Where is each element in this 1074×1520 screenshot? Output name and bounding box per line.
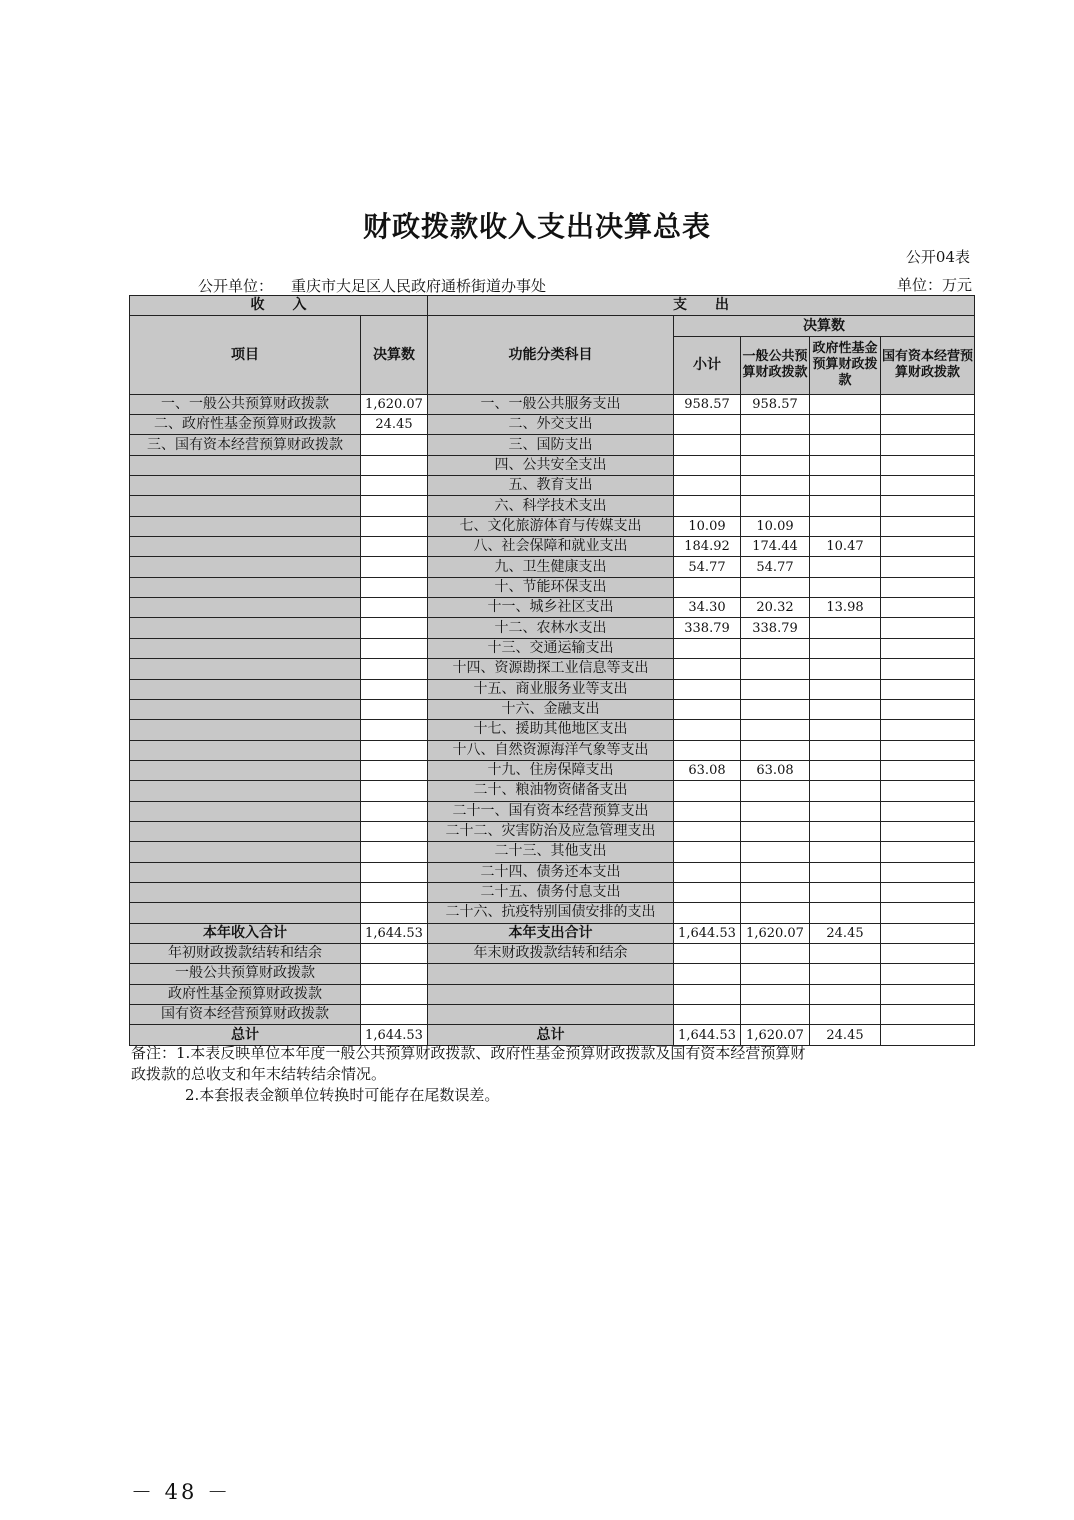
table-row	[130, 618, 975, 638]
income-item: 国有资本经营预算财政拨款	[130, 1005, 361, 1025]
income-amount	[361, 964, 428, 984]
income-amount	[361, 557, 428, 577]
general-amount	[741, 842, 810, 862]
income-amount: 1,620.07	[361, 394, 428, 414]
income-item	[130, 882, 361, 902]
income-item	[130, 496, 361, 516]
carry-row	[130, 984, 975, 1004]
general-amount	[741, 720, 810, 740]
table-row	[130, 699, 975, 719]
expense-item: 二十二、灾害防治及应急管理支出	[428, 821, 674, 841]
general-amount	[741, 496, 810, 516]
income-amount	[361, 903, 428, 923]
carry-row	[130, 964, 975, 984]
header-row-2	[130, 316, 975, 336]
carry-row	[130, 943, 975, 963]
income-item: 一般公共预算财政拨款	[130, 964, 361, 984]
table-row	[130, 496, 975, 516]
fund-amount	[810, 862, 881, 882]
page-number: － 48 －	[131, 1480, 232, 1504]
income-item	[130, 476, 361, 496]
fund-amount	[810, 984, 881, 1004]
general-amount	[741, 984, 810, 1004]
expense-item	[428, 1005, 674, 1025]
state-amount	[881, 862, 975, 882]
table-row	[130, 821, 975, 841]
income-item: 本年收入合计	[130, 923, 361, 943]
table-row	[130, 598, 975, 618]
fund-amount	[810, 496, 881, 516]
expense-item: 二十五、债务付息支出	[428, 882, 674, 902]
income-item	[130, 801, 361, 821]
amount-header: 决算数	[361, 316, 428, 394]
general-amount	[741, 638, 810, 658]
income-amount	[361, 740, 428, 760]
subtotal-amount	[674, 740, 741, 760]
state-amount	[881, 557, 975, 577]
org-name: 重庆市大足区人民政府通桥街道办事处	[291, 277, 547, 295]
subtotal-amount	[674, 781, 741, 801]
subtotal-amount	[674, 862, 741, 882]
income-amount	[361, 679, 428, 699]
state-amount	[881, 740, 975, 760]
income-item	[130, 740, 361, 760]
income-amount	[361, 1005, 428, 1025]
table-row	[130, 557, 975, 577]
table-row	[130, 740, 975, 760]
subtotal-amount	[674, 455, 741, 475]
general-amount	[741, 476, 810, 496]
general-amount: 10.09	[741, 516, 810, 536]
fund-amount	[810, 882, 881, 902]
general-amount	[741, 903, 810, 923]
subtotal-amount: 184.92	[674, 537, 741, 557]
juesuan-header: 决算数	[674, 316, 975, 336]
fund-amount: 10.47	[810, 537, 881, 557]
expense-item: 二十四、债务还本支出	[428, 862, 674, 882]
general-amount: 20.32	[741, 598, 810, 618]
subtotal-header: 小计	[674, 336, 741, 394]
expense-item: 十二、农林水支出	[428, 618, 674, 638]
income-item	[130, 455, 361, 475]
income-amount	[361, 618, 428, 638]
note-line-1: 备注：1.本表反映单位本年度一般公共预算财政拨款、政府性基金预算财政拨款及国有资本经营预算财	[131, 1044, 806, 1062]
fund-amount	[810, 903, 881, 923]
expense-item: 七、文化旅游体育与传媒支出	[428, 516, 674, 536]
subtotal-amount	[674, 638, 741, 658]
subtotal-amount: 63.08	[674, 760, 741, 780]
state-amount	[881, 598, 975, 618]
fund-amount: 13.98	[810, 598, 881, 618]
fund-amount	[810, 476, 881, 496]
fund-amount	[810, 679, 881, 699]
state-amount	[881, 415, 975, 435]
table-row	[130, 638, 975, 658]
general-amount	[741, 801, 810, 821]
fund-amount	[810, 415, 881, 435]
income-amount	[361, 984, 428, 1004]
state-amount	[881, 516, 975, 536]
general-amount	[741, 862, 810, 882]
expense-item: 十五、商业服务业等支出	[428, 679, 674, 699]
fund-amount	[810, 638, 881, 658]
expense-header: 支 出	[428, 296, 975, 316]
income-item: 政府性基金预算财政拨款	[130, 984, 361, 1004]
state-amount	[881, 618, 975, 638]
income-amount	[361, 476, 428, 496]
state-amount	[881, 537, 975, 557]
income-item	[130, 699, 361, 719]
state-amount	[881, 435, 975, 455]
expense-item: 二十三、其他支出	[428, 842, 674, 862]
table-row	[130, 537, 975, 557]
income-amount	[361, 801, 428, 821]
general-amount	[741, 740, 810, 760]
general-amount	[741, 964, 810, 984]
table-row	[130, 415, 975, 435]
subtotal-amount: 54.77	[674, 557, 741, 577]
table-row	[130, 760, 975, 780]
subtotal-amount: 1,644.53	[674, 1025, 741, 1045]
general-amount: 54.77	[741, 557, 810, 577]
general-amount	[741, 577, 810, 597]
fund-amount	[810, 964, 881, 984]
general-amount: 1,620.07	[741, 1025, 810, 1045]
income-item	[130, 781, 361, 801]
state-amount	[881, 781, 975, 801]
income-amount	[361, 638, 428, 658]
table-row	[130, 781, 975, 801]
table-row	[130, 720, 975, 740]
income-item	[130, 679, 361, 699]
general-amount	[741, 781, 810, 801]
expense-item: 二十一、国有资本经营预算支出	[428, 801, 674, 821]
state-amount	[881, 984, 975, 1004]
expense-item: 年末财政拨款结转和结余	[428, 943, 674, 963]
income-amount	[361, 781, 428, 801]
income-item	[130, 598, 361, 618]
general-amount	[741, 659, 810, 679]
fund-amount	[810, 760, 881, 780]
subtotal-amount: 10.09	[674, 516, 741, 536]
note-line-3: 2.本套报表金额单位转换时可能存在尾数误差。	[185, 1086, 500, 1104]
general-amount: 1,620.07	[741, 923, 810, 943]
income-item	[130, 903, 361, 923]
income-amount	[361, 720, 428, 740]
income-amount	[361, 760, 428, 780]
note-line-2: 政拨款的总收支和年末结转结余情况。	[131, 1065, 387, 1083]
income-amount	[361, 598, 428, 618]
table-row	[130, 476, 975, 496]
general-amount	[741, 679, 810, 699]
table-number: 公开04表	[905, 248, 970, 266]
income-amount	[361, 821, 428, 841]
state-amount	[881, 760, 975, 780]
subtotal-amount	[674, 882, 741, 902]
expense-item: 十四、资源勘探工业信息等支出	[428, 659, 674, 679]
expense-item: 十八、自然资源海洋气象等支出	[428, 740, 674, 760]
subtotal-amount	[674, 720, 741, 740]
income-amount	[361, 455, 428, 475]
income-item: 总计	[130, 1025, 361, 1045]
state-amount	[881, 923, 975, 943]
general-amount	[741, 882, 810, 902]
state-amount	[881, 679, 975, 699]
year-total-row	[130, 923, 975, 943]
general-amount: 338.79	[741, 618, 810, 638]
state-amount	[881, 842, 975, 862]
general-amount	[741, 455, 810, 475]
income-amount	[361, 842, 428, 862]
state-amount	[881, 943, 975, 963]
fund-amount	[810, 455, 881, 475]
expense-item: 十三、交通运输支出	[428, 638, 674, 658]
subtotal-amount: 338.79	[674, 618, 741, 638]
subtotal-amount	[674, 415, 741, 435]
general-amount	[741, 415, 810, 435]
expense-item: 八、社会保障和就业支出	[428, 537, 674, 557]
income-amount: 1,644.53	[361, 1025, 428, 1045]
fund-amount	[810, 1005, 881, 1025]
income-item	[130, 760, 361, 780]
state-header: 国有资本经营预算财政拨款	[881, 336, 975, 394]
fund-amount	[810, 516, 881, 536]
income-amount	[361, 882, 428, 902]
state-amount	[881, 659, 975, 679]
income-amount: 24.45	[361, 415, 428, 435]
expense-item: 一、一般公共服务支出	[428, 394, 674, 414]
table-row	[130, 394, 975, 414]
state-amount	[881, 882, 975, 902]
state-amount	[881, 964, 975, 984]
table-row	[130, 882, 975, 902]
general-header: 一般公共预算财政拨款	[741, 336, 810, 394]
fund-amount	[810, 699, 881, 719]
income-item: 三、国有资本经营预算财政拨款	[130, 435, 361, 455]
income-item	[130, 821, 361, 841]
expense-item: 十九、住房保障支出	[428, 760, 674, 780]
expense-item: 十七、援助其他地区支出	[428, 720, 674, 740]
income-amount	[361, 659, 428, 679]
subtotal-amount	[674, 1005, 741, 1025]
table-row	[130, 862, 975, 882]
subtotal-amount	[674, 964, 741, 984]
unit-label: 单位：万元	[896, 276, 972, 294]
subtotal-amount	[674, 496, 741, 516]
state-amount	[881, 476, 975, 496]
subtotal-amount	[674, 679, 741, 699]
state-amount	[881, 699, 975, 719]
expense-item: 本年支出合计	[428, 923, 674, 943]
fund-amount	[810, 618, 881, 638]
expense-item: 二、外交支出	[428, 415, 674, 435]
fund-amount	[810, 394, 881, 414]
income-item	[130, 659, 361, 679]
subtotal-amount: 1,644.53	[674, 923, 741, 943]
org-line	[198, 275, 546, 296]
subtotal-amount	[674, 435, 741, 455]
general-amount	[741, 821, 810, 841]
table-row	[130, 903, 975, 923]
income-item: 年初财政拨款结转和结余	[130, 943, 361, 963]
fund-amount	[810, 943, 881, 963]
fund-amount	[810, 801, 881, 821]
income-amount	[361, 699, 428, 719]
table-row	[130, 435, 975, 455]
table-row	[130, 801, 975, 821]
income-item	[130, 516, 361, 536]
subtotal-amount	[674, 699, 741, 719]
item-header: 项目	[130, 316, 361, 394]
table-row	[130, 842, 975, 862]
table-row	[130, 455, 975, 475]
income-amount	[361, 577, 428, 597]
expense-item: 三、国防支出	[428, 435, 674, 455]
fund-amount	[810, 577, 881, 597]
subtotal-amount	[674, 476, 741, 496]
subtotal-amount	[674, 984, 741, 1004]
general-amount	[741, 699, 810, 719]
finance-table	[129, 295, 975, 1046]
income-item	[130, 842, 361, 862]
table-row	[130, 577, 975, 597]
table-row	[130, 679, 975, 699]
carry-row	[130, 1005, 975, 1025]
subtotal-amount	[674, 943, 741, 963]
subtotal-amount	[674, 577, 741, 597]
state-amount	[881, 801, 975, 821]
expense-item: 十、节能环保支出	[428, 577, 674, 597]
general-amount: 958.57	[741, 394, 810, 414]
expense-item: 五、教育支出	[428, 476, 674, 496]
general-amount: 63.08	[741, 760, 810, 780]
expense-item: 二十、粮油物资储备支出	[428, 781, 674, 801]
state-amount	[881, 720, 975, 740]
fund-amount	[810, 557, 881, 577]
income-item	[130, 557, 361, 577]
state-amount	[881, 455, 975, 475]
fund-header: 政府性基金预算财政拨款	[810, 336, 881, 394]
fund-amount	[810, 435, 881, 455]
general-amount	[741, 1005, 810, 1025]
subtotal-amount	[674, 842, 741, 862]
expense-item: 十六、金融支出	[428, 699, 674, 719]
income-amount	[361, 943, 428, 963]
income-amount: 1,644.53	[361, 923, 428, 943]
income-amount	[361, 435, 428, 455]
fund-amount	[810, 821, 881, 841]
table-row	[130, 659, 975, 679]
fund-amount	[810, 781, 881, 801]
income-amount	[361, 496, 428, 516]
fund-amount	[810, 740, 881, 760]
notes	[131, 1043, 951, 1106]
subtotal-amount: 34.30	[674, 598, 741, 618]
subtotal-amount	[674, 821, 741, 841]
state-amount	[881, 496, 975, 516]
state-amount	[881, 394, 975, 414]
state-amount	[881, 638, 975, 658]
income-item	[130, 862, 361, 882]
expense-item: 十一、城乡社区支出	[428, 598, 674, 618]
expense-item: 四、公共安全支出	[428, 455, 674, 475]
expense-item: 六、科学技术支出	[428, 496, 674, 516]
income-item	[130, 537, 361, 557]
expense-item	[428, 984, 674, 1004]
func-header: 功能分类科目	[428, 316, 674, 394]
fund-amount: 24.45	[810, 1025, 881, 1045]
income-item: 二、政府性基金预算财政拨款	[130, 415, 361, 435]
page-title: 财政拨款收入支出决算总表	[362, 210, 711, 243]
fund-amount	[810, 842, 881, 862]
expense-item: 二十六、抗疫特别国债安排的支出	[428, 903, 674, 923]
income-amount	[361, 862, 428, 882]
header-row-1	[130, 296, 975, 316]
income-amount	[361, 537, 428, 557]
income-item	[130, 638, 361, 658]
subtotal-amount: 958.57	[674, 394, 741, 414]
income-item: 一、一般公共预算财政拨款	[130, 394, 361, 414]
subtotal-amount	[674, 903, 741, 923]
general-amount	[741, 435, 810, 455]
expense-item	[428, 964, 674, 984]
income-header: 收 入	[130, 296, 428, 316]
income-amount	[361, 516, 428, 536]
state-amount	[881, 821, 975, 841]
income-item	[130, 720, 361, 740]
fund-amount: 24.45	[810, 923, 881, 943]
subtotal-amount	[674, 801, 741, 821]
fund-amount	[810, 720, 881, 740]
state-amount	[881, 903, 975, 923]
income-item	[130, 618, 361, 638]
fund-amount	[810, 659, 881, 679]
subtotal-amount	[674, 659, 741, 679]
income-item	[130, 577, 361, 597]
org-label: 公开单位：	[198, 277, 274, 295]
expense-item: 九、卫生健康支出	[428, 557, 674, 577]
general-amount	[741, 943, 810, 963]
state-amount	[881, 577, 975, 597]
expense-item: 总计	[428, 1025, 674, 1045]
general-amount: 174.44	[741, 537, 810, 557]
table-row	[130, 516, 975, 536]
state-amount	[881, 1005, 975, 1025]
